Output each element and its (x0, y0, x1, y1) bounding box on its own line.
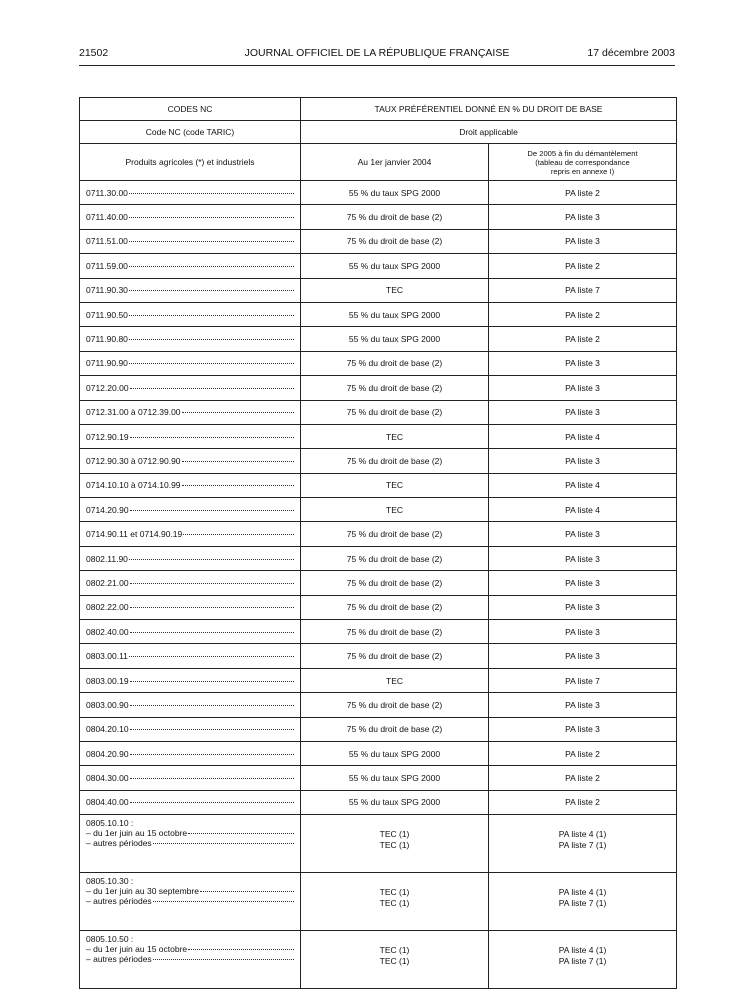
table-row (80, 766, 677, 790)
table-row (80, 449, 677, 473)
rate-2005-cell: PA liste 3 (489, 376, 677, 400)
period-line (86, 838, 294, 848)
code-leader (86, 407, 294, 417)
rate-2005-cell: PA liste 3 (489, 546, 677, 570)
rate-2005-cell: PA liste 3 (489, 644, 677, 668)
rate-2005-cell: PA liste 3 (489, 522, 677, 546)
rate-line: PA liste 7 (1) (558, 956, 607, 967)
rate-2005-cell: PA liste 4 (489, 473, 677, 497)
dot-leader (129, 315, 294, 316)
code-cell (80, 522, 301, 546)
rate-2005-cell: PA liste 3 (489, 693, 677, 717)
period-text: – du 1er juin au 15 octobre (86, 944, 188, 955)
rate-line: PA liste 4 (1) (558, 945, 607, 956)
rate-2004-cell: 55 % du taux SPG 2000 (301, 254, 489, 278)
rate-line: TEC (1) (379, 829, 410, 840)
code-cell (80, 302, 301, 326)
rate-2004-cell: 75 % du droit de base (2) (301, 717, 489, 741)
rate-2005-cell (489, 873, 677, 931)
rate-2005-cell: PA liste 7 (489, 668, 677, 692)
produits-header: Produits agricoles (*) et industriels (80, 144, 301, 181)
tariff-table (79, 97, 677, 989)
rate-2004-cell: 75 % du droit de base (2) (301, 571, 489, 595)
dot-leader (129, 656, 294, 657)
table-row (80, 181, 677, 205)
code-text: 0711.30.00 (86, 187, 128, 198)
dot-leader (200, 891, 294, 892)
rate-2005-cell: PA liste 4 (489, 424, 677, 448)
code-text: 0805.10.10 : (86, 818, 134, 829)
code-text: 0802.40.00 (86, 626, 129, 637)
codes-nc-header: CODES NC (80, 98, 301, 121)
rate-2004-cell (301, 815, 489, 873)
header-row-2 (80, 121, 677, 144)
rate-2004-cell: 55 % du taux SPG 2000 (301, 181, 489, 205)
code-text: 0712.90.19 (86, 431, 129, 442)
table-row (80, 254, 677, 278)
rate-2005-cell: PA liste 3 (489, 400, 677, 424)
dot-leader (182, 412, 294, 413)
code-cell (80, 254, 301, 278)
table-row (80, 351, 677, 375)
code-leader (86, 797, 294, 807)
rate-2004-cell: 75 % du droit de base (2) (301, 205, 489, 229)
rate-2005-cell: PA liste 2 (489, 741, 677, 765)
period-line (86, 896, 294, 906)
dot-leader (130, 705, 294, 706)
code-cell (80, 766, 301, 790)
taux-header: TAUX PRÉFÉRENTIEL DONNÉ EN % DU DROIT DE BASE (301, 98, 677, 121)
rate-2004-cell: TEC (301, 668, 489, 692)
rate-2005-cell: PA liste 3 (489, 717, 677, 741)
dot-leader (188, 949, 294, 950)
table-row (80, 473, 677, 497)
table-row (80, 278, 677, 302)
dot-leader (129, 339, 294, 340)
code-leader (86, 334, 294, 344)
rate-2004-cell: 55 % du taux SPG 2000 (301, 790, 489, 814)
period-text: – autres périodes (86, 838, 152, 849)
rate-line: PA liste 7 (1) (558, 898, 607, 909)
code-text: 0804.20.10 (86, 724, 129, 735)
code-leader (86, 236, 294, 246)
code-cell (80, 181, 301, 205)
header-row-3 (80, 144, 677, 181)
code-text: 0803.00.90 (86, 699, 129, 710)
table-row (80, 376, 677, 400)
table-row (80, 302, 677, 326)
dot-leader (129, 559, 294, 560)
dot-leader (130, 388, 294, 389)
de-2005-line-2: (tableau de correspondance (535, 157, 630, 167)
code-text: 0803.00.11 (86, 651, 128, 662)
dot-leader (153, 843, 294, 844)
code-cell (80, 931, 301, 989)
code-text: 0804.20.90 (86, 748, 129, 759)
rate-2004-cell: TEC (301, 278, 489, 302)
period-line (86, 944, 294, 954)
code-text: 0714.20.90 (86, 504, 129, 515)
code-leader (86, 627, 294, 637)
code-cell (80, 790, 301, 814)
header-row-1 (80, 98, 677, 121)
code-leader (86, 358, 294, 368)
table-row (80, 229, 677, 253)
code-cell (80, 229, 301, 253)
code-leader (86, 480, 294, 490)
rate-2004-cell: 75 % du droit de base (2) (301, 595, 489, 619)
rate-2004-cell: 55 % du taux SPG 2000 (301, 302, 489, 326)
period-line (86, 886, 294, 896)
code-text: 0711.90.90 (86, 358, 128, 369)
header-rule (79, 65, 675, 66)
de-2005-line-3: repris en annexe I) (550, 166, 615, 176)
code-cell (80, 449, 301, 473)
rate-2004-cell: 55 % du taux SPG 2000 (301, 766, 489, 790)
code-cell (80, 205, 301, 229)
rate-line: PA liste 4 (1) (558, 829, 607, 840)
code-text: 0712.90.30 à 0712.90.90 (86, 455, 181, 466)
code-text: 0712.31.00 à 0712.39.00 (86, 407, 181, 418)
dot-leader (153, 901, 294, 902)
code-cell (80, 717, 301, 741)
code-cell (80, 424, 301, 448)
rate-2004-cell: 55 % du taux SPG 2000 (301, 327, 489, 351)
code-leader (86, 310, 294, 320)
code-leader (86, 432, 294, 442)
code-text: 0714.90.11 et 0714.90.19 (86, 529, 183, 540)
rate-2005-cell: PA liste 2 (489, 302, 677, 326)
dot-leader (130, 729, 294, 730)
rate-2005-cell: PA liste 2 (489, 327, 677, 351)
code-cell (80, 327, 301, 351)
code-text: 0711.90.50 (86, 309, 128, 320)
table-row (80, 424, 677, 448)
dot-leader (130, 583, 294, 584)
code-cell (80, 741, 301, 765)
table-row (80, 595, 677, 619)
table-row (80, 693, 677, 717)
rate-2004-cell: 75 % du droit de base (2) (301, 620, 489, 644)
code-text: 0712.20.00 (86, 382, 129, 393)
rate-line: TEC (1) (379, 840, 410, 851)
table-row-multi (80, 873, 677, 931)
rate-2004-cell: 75 % du droit de base (2) (301, 644, 489, 668)
code-leader (86, 651, 294, 661)
rate-2005-cell: PA liste 4 (489, 498, 677, 522)
code-leader (86, 578, 294, 588)
dot-leader (182, 461, 294, 462)
rate-2005-cell: PA liste 2 (489, 254, 677, 278)
code-cell (80, 873, 301, 931)
code-text: 0711.90.30 (86, 285, 128, 296)
dot-leader (130, 510, 294, 511)
period-line (86, 828, 294, 838)
rate-2005-cell: PA liste 3 (489, 620, 677, 644)
code-leader (86, 456, 294, 466)
table-row (80, 400, 677, 424)
code-text: 0804.30.00 (86, 773, 129, 784)
code-cell (80, 546, 301, 570)
rate-2005-cell: PA liste 7 (489, 278, 677, 302)
code-cell (80, 595, 301, 619)
period-text: – autres périodes (86, 896, 152, 907)
table-row (80, 571, 677, 595)
code-taric-header: Code NC (code TARIC) (80, 121, 301, 144)
table-row (80, 498, 677, 522)
table-row (80, 741, 677, 765)
rate-2004-cell: 55 % du taux SPG 2000 (301, 741, 489, 765)
table-row (80, 668, 677, 692)
code-leader (86, 773, 294, 783)
dot-leader (153, 959, 294, 960)
dot-leader (129, 217, 294, 218)
rate-2005-cell: PA liste 3 (489, 571, 677, 595)
rate-line: TEC (1) (379, 898, 410, 909)
dot-leader (129, 290, 294, 291)
rate-2004-cell: TEC (301, 473, 489, 497)
dot-leader (129, 193, 294, 194)
code-leader (86, 676, 294, 686)
rate-2004-cell (301, 873, 489, 931)
rate-2004-cell: 75 % du droit de base (2) (301, 351, 489, 375)
rate-line: TEC (1) (379, 945, 410, 956)
rate-line: PA liste 4 (1) (558, 887, 607, 898)
dot-leader (129, 241, 294, 242)
table-row (80, 205, 677, 229)
code-leader (86, 724, 294, 734)
period-text: – du 1er juin au 15 octobre (86, 828, 188, 839)
code-text: 0711.90.80 (86, 334, 128, 345)
journal-title: JOURNAL OFFICIEL DE LA RÉPUBLIQUE FRANÇAISE (244, 47, 510, 59)
rate-2004-cell: TEC (301, 424, 489, 448)
rate-2005-cell (489, 815, 677, 873)
dot-leader (129, 266, 294, 267)
dot-leader (183, 534, 294, 535)
droit-applicable-header: Droit applicable (301, 121, 677, 144)
table-row (80, 790, 677, 814)
code-text: 0803.00.19 (86, 675, 129, 686)
table-row (80, 644, 677, 668)
dot-leader (188, 833, 294, 834)
code-leader (86, 700, 294, 710)
rate-line: TEC (1) (379, 887, 410, 898)
table-row (80, 522, 677, 546)
table-row (80, 546, 677, 570)
code-cell (80, 815, 301, 873)
code-text: 0711.40.00 (86, 212, 128, 223)
table-row-multi (80, 931, 677, 989)
code-cell (80, 473, 301, 497)
rate-2004-cell: 75 % du droit de base (2) (301, 400, 489, 424)
dot-leader (182, 485, 294, 486)
dot-leader (129, 363, 294, 364)
code-cell (80, 693, 301, 717)
code-text: 0805.10.50 : (86, 934, 134, 945)
rate-2004-cell: 75 % du droit de base (2) (301, 693, 489, 717)
rate-2005-cell: PA liste 3 (489, 205, 677, 229)
code-cell (80, 400, 301, 424)
rate-2005-cell: PA liste 3 (489, 229, 677, 253)
rate-2005-cell: PA liste 3 (489, 351, 677, 375)
period-line (86, 954, 294, 964)
rate-2005-cell: PA liste 2 (489, 790, 677, 814)
rate-2004-cell: 75 % du droit de base (2) (301, 449, 489, 473)
de-2005-line-1: De 2005 à fin du démantèlement (527, 148, 638, 158)
code-text: 0804.40.00 (86, 797, 129, 808)
rate-2004-cell (301, 931, 489, 989)
dot-leader (130, 754, 294, 755)
rate-2005-cell: PA liste 3 (489, 595, 677, 619)
dot-leader (130, 802, 294, 803)
table-row-multi (80, 815, 677, 873)
code-leader (86, 188, 294, 198)
au-1er-janvier-header: Au 1er janvier 2004 (301, 144, 489, 181)
code-cell (80, 278, 301, 302)
rate-2005-cell: PA liste 2 (489, 766, 677, 790)
code-text: 0711.59.00 (86, 260, 128, 271)
code-leader (86, 383, 294, 393)
rate-2004-cell: 75 % du droit de base (2) (301, 546, 489, 570)
code-leader (86, 285, 294, 295)
code-text: 0805.10.30 : (86, 876, 134, 887)
table-row (80, 717, 677, 741)
code-leader (86, 261, 294, 271)
rate-2004-cell: TEC (301, 498, 489, 522)
table-row (80, 620, 677, 644)
code-leader (86, 749, 294, 759)
dot-leader (130, 437, 294, 438)
period-text: – autres périodes (86, 954, 152, 965)
rate-2004-cell: 75 % du droit de base (2) (301, 522, 489, 546)
dot-leader (130, 681, 294, 682)
code-cell (80, 571, 301, 595)
code-leader (86, 505, 294, 515)
code-text: 0802.21.00 (86, 577, 129, 588)
dot-leader (130, 778, 294, 779)
code-leader (86, 529, 294, 539)
code-cell (80, 351, 301, 375)
code-cell (80, 376, 301, 400)
rate-2004-cell: 75 % du droit de base (2) (301, 376, 489, 400)
code-cell (80, 668, 301, 692)
dot-leader (130, 632, 294, 633)
code-cell (80, 498, 301, 522)
de-2005-header (489, 144, 677, 181)
rate-2004-cell: 75 % du droit de base (2) (301, 229, 489, 253)
code-text: 0714.10.10 à 0714.10.99 (86, 480, 181, 491)
issue-date: 17 décembre 2003 (587, 47, 675, 59)
table-row (80, 327, 677, 351)
page-number: 21502 (79, 47, 109, 59)
code-leader (86, 554, 294, 564)
code-leader (86, 212, 294, 222)
rate-2005-cell: PA liste 2 (489, 181, 677, 205)
code-text: 0802.22.00 (86, 602, 129, 613)
code-leader (86, 602, 294, 612)
code-text: 0802.11.90 (86, 553, 128, 564)
rate-2005-cell: PA liste 3 (489, 449, 677, 473)
rate-2005-cell (489, 931, 677, 989)
code-cell (80, 620, 301, 644)
period-text: – du 1er juin au 30 septembre (86, 886, 199, 897)
dot-leader (130, 607, 294, 608)
code-text: 0711.51.00 (86, 236, 128, 247)
rate-line: TEC (1) (379, 956, 410, 967)
code-cell (80, 644, 301, 668)
rate-line: PA liste 7 (1) (558, 840, 607, 851)
